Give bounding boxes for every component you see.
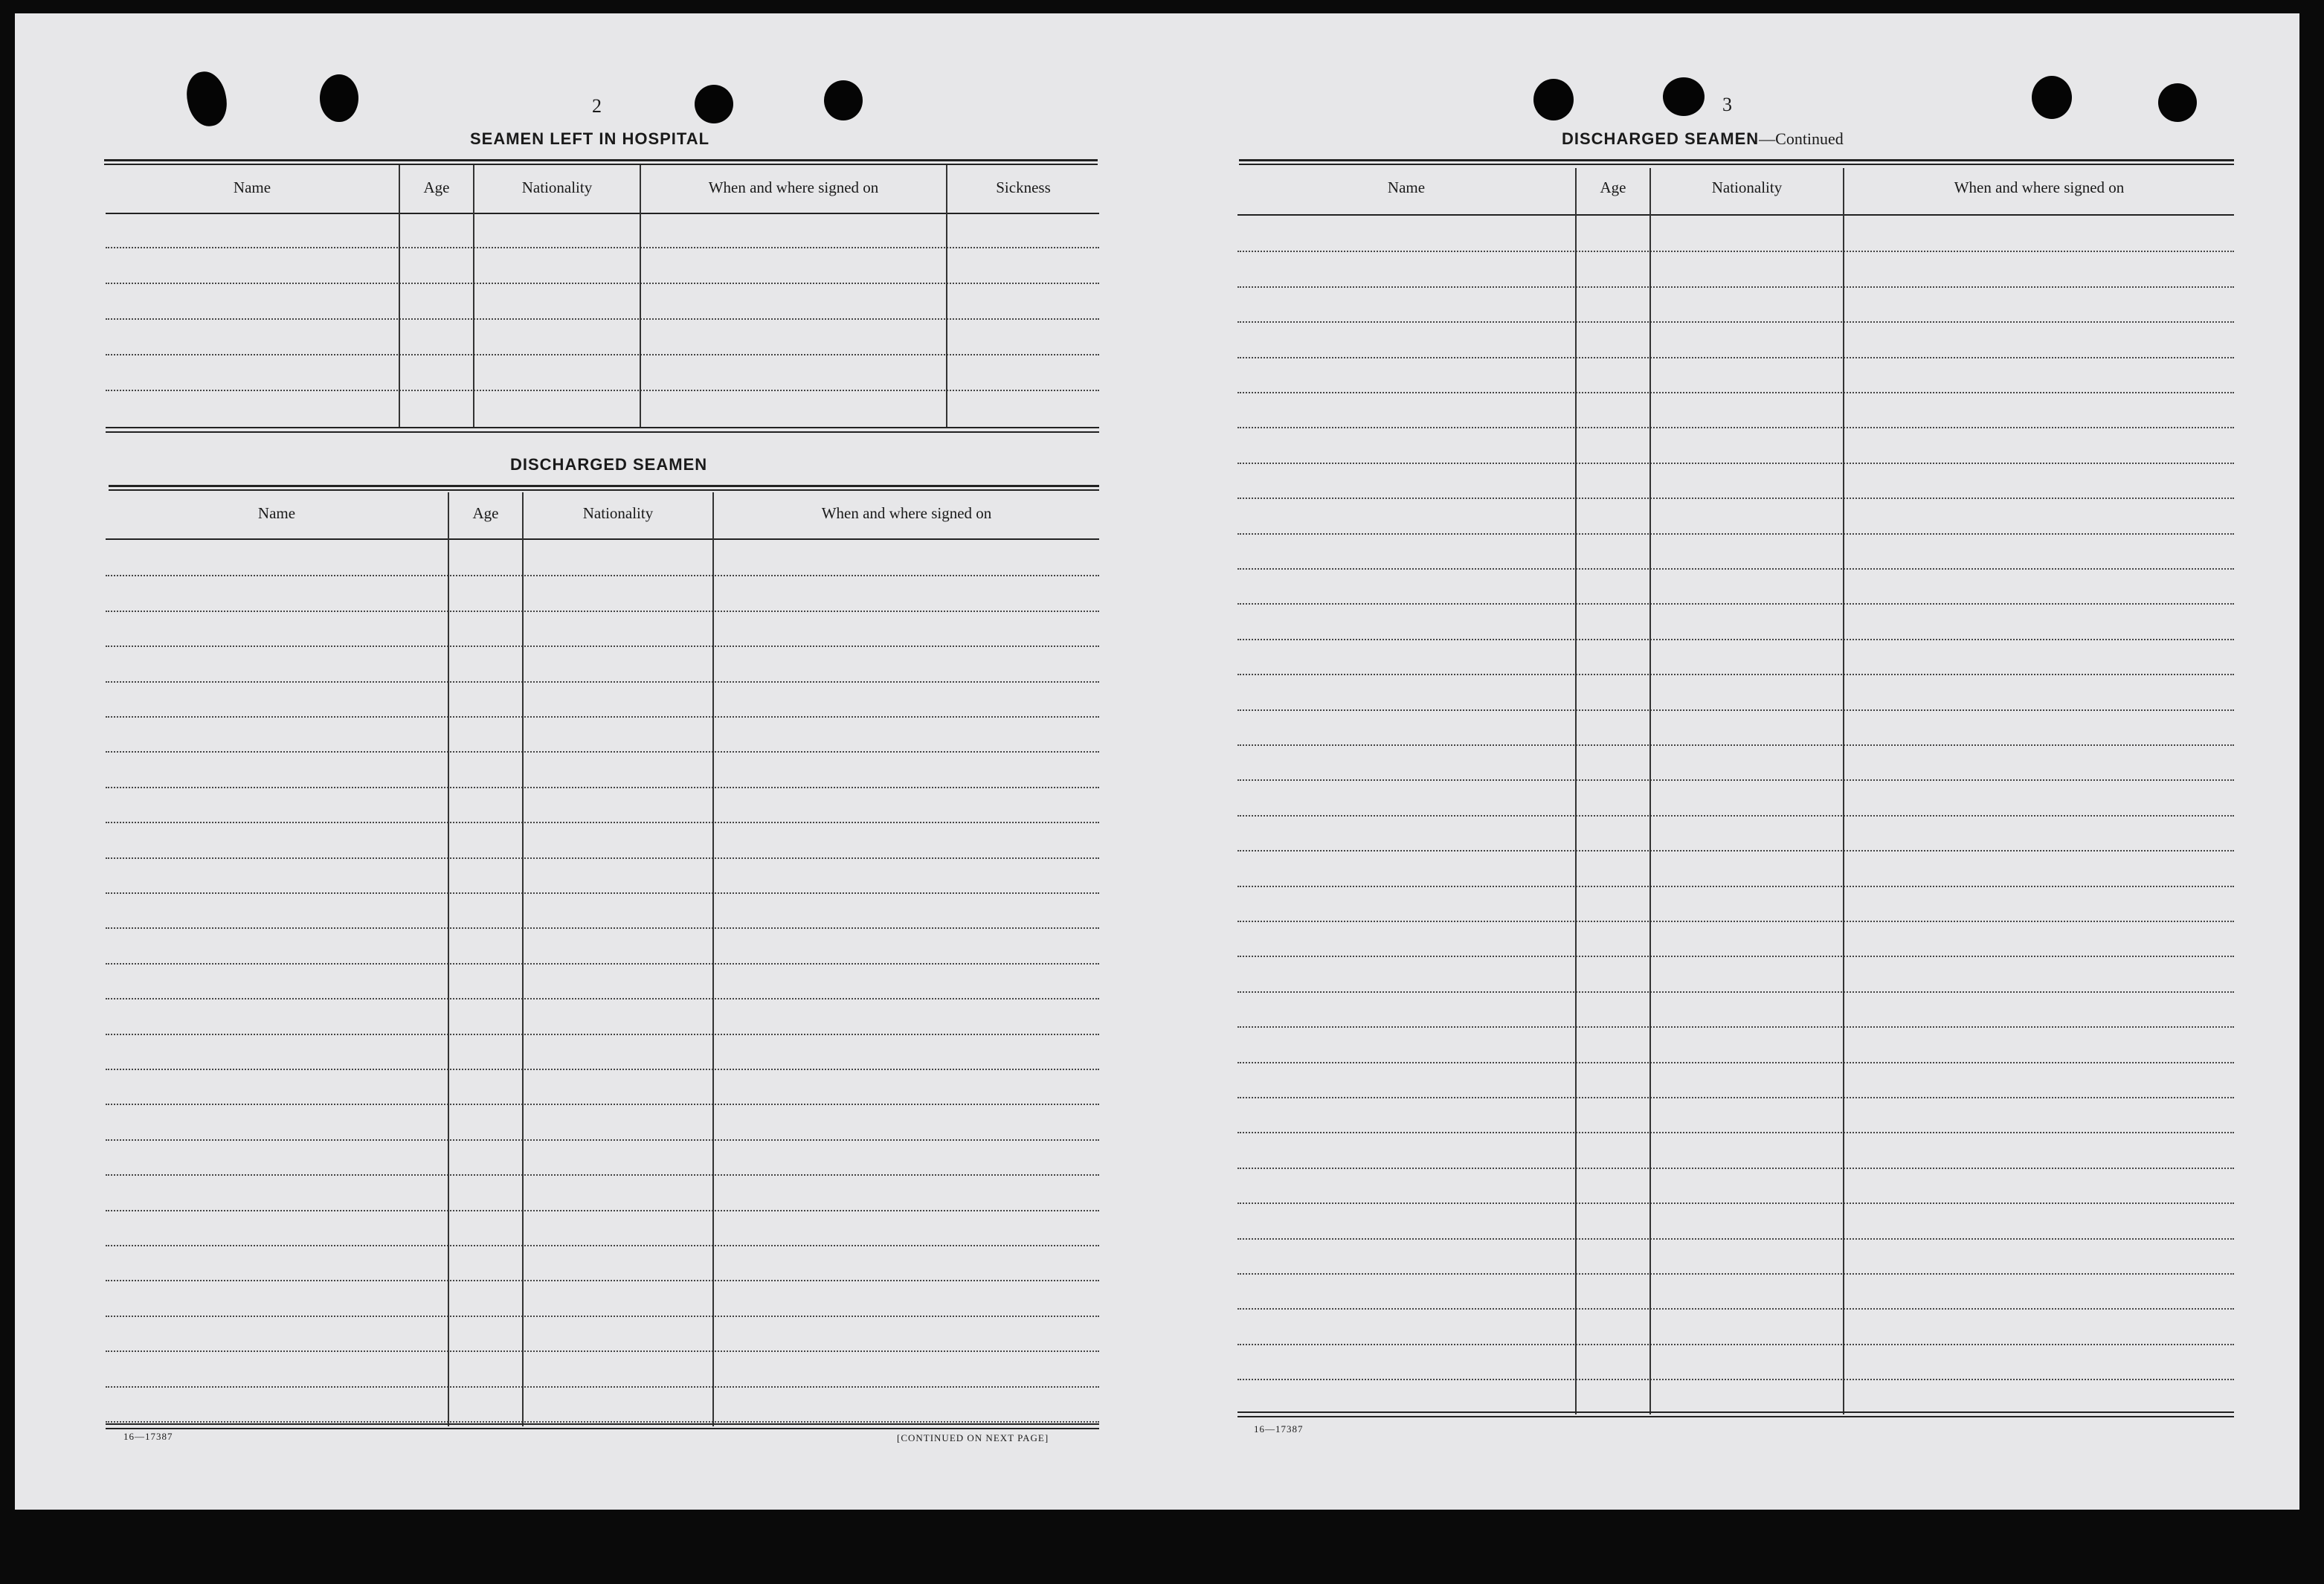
form-number: 16—17387 xyxy=(123,1431,173,1442)
discharged-section-title: DISCHARGED SEAMEN xyxy=(510,455,708,474)
column-header-signed-on: When and where signed on xyxy=(708,178,879,196)
title-suffix: —Continued xyxy=(1759,129,1844,148)
column-header-nationality: Nationality xyxy=(1711,178,1783,196)
blank-entry-line xyxy=(106,611,1099,612)
closing-rule xyxy=(106,1428,1099,1429)
blank-entry-line xyxy=(106,716,1099,718)
column-rule xyxy=(522,492,524,1426)
blank-entry-line xyxy=(1237,1026,2234,1028)
punch-hole xyxy=(824,80,863,120)
blank-entry-line xyxy=(106,787,1099,788)
hospital-section-title: SEAMEN LEFT IN HOSPITAL xyxy=(470,129,710,148)
punch-hole xyxy=(2158,83,2197,122)
blank-entry-line xyxy=(106,998,1099,999)
blank-entry-line xyxy=(106,1034,1099,1035)
blank-entry-line xyxy=(1237,321,2234,323)
blank-entry-line xyxy=(1237,533,2234,535)
blank-entry-line xyxy=(1237,463,2234,464)
blank-entry-line xyxy=(1237,850,2234,851)
blank-entry-line xyxy=(106,681,1099,683)
blank-entry-line xyxy=(1237,498,2234,499)
column-rule xyxy=(1575,168,1577,1414)
blank-entry-line xyxy=(106,1316,1099,1317)
closing-rule xyxy=(1237,1416,2234,1417)
blank-entry-line xyxy=(106,927,1099,929)
blank-entry-line xyxy=(1237,1308,2234,1310)
blank-entry-line xyxy=(106,1104,1099,1105)
column-header-name: Name xyxy=(233,178,271,196)
closing-rule xyxy=(1237,1411,2234,1413)
blank-entry-line xyxy=(106,1350,1099,1352)
column-rule xyxy=(1649,168,1651,1414)
blank-entry-line xyxy=(106,1210,1099,1211)
blank-entry-line xyxy=(1237,603,2234,605)
punch-hole xyxy=(182,68,231,129)
punch-hole xyxy=(320,74,358,122)
blank-entry-line xyxy=(106,1139,1099,1141)
blank-entry-line xyxy=(106,892,1099,894)
blank-entry-line xyxy=(1237,1132,2234,1133)
blank-entry-line xyxy=(1237,1062,2234,1063)
blank-entry-line xyxy=(106,1174,1099,1176)
blank-entry-line xyxy=(1237,357,2234,358)
column-header-age: Age xyxy=(472,504,499,522)
column-rule xyxy=(1843,168,1844,1414)
column-header-age: Age xyxy=(423,178,450,196)
continued-note: [CONTINUED ON NEXT PAGE] xyxy=(897,1432,1049,1443)
blank-entry-line xyxy=(1237,956,2234,957)
blank-entry-line xyxy=(106,751,1099,753)
blank-entry-line xyxy=(1237,1273,2234,1275)
blank-entry-line xyxy=(106,1386,1099,1388)
blank-entry-line xyxy=(1237,744,2234,746)
title-main: DISCHARGED SEAMEN xyxy=(1562,129,1760,148)
blank-entry-line xyxy=(1237,1203,2234,1204)
form-number: 16—17387 xyxy=(1254,1423,1304,1435)
blank-entry-line xyxy=(106,575,1099,576)
closing-rule xyxy=(106,1423,1099,1425)
punch-hole xyxy=(1533,79,1574,120)
blank-entry-line xyxy=(1237,286,2234,288)
column-rule xyxy=(712,492,714,1426)
blank-entry-line xyxy=(1237,1238,2234,1240)
punch-hole xyxy=(1663,77,1705,116)
column-header-nationality: Nationality xyxy=(582,504,654,522)
blank-entry-line xyxy=(1237,921,2234,922)
column-header-nationality: Nationality xyxy=(521,178,593,196)
column-header-sickness: Sickness xyxy=(996,178,1051,196)
blank-entry-line xyxy=(1237,1097,2234,1098)
blank-entry-line xyxy=(106,1245,1099,1246)
blank-entry-line xyxy=(1237,568,2234,570)
blank-entry-line xyxy=(106,645,1099,647)
column-header-signed-on: When and where signed on xyxy=(821,504,992,522)
blank-entry-line xyxy=(1237,392,2234,393)
column-header-signed-on: When and where signed on xyxy=(1954,178,2125,196)
blank-entry-line xyxy=(1237,886,2234,887)
column-header-name: Name xyxy=(1387,178,1426,196)
blank-entry-line xyxy=(1237,709,2234,711)
punch-hole xyxy=(2032,76,2072,119)
column-rule xyxy=(448,492,449,1426)
discharged-continued-title xyxy=(1562,129,1844,149)
blank-entry-line xyxy=(106,963,1099,965)
blank-entry-line xyxy=(1237,991,2234,993)
blank-entry-line xyxy=(106,1280,1099,1281)
register-sheet xyxy=(15,13,2299,1510)
blank-entry-line xyxy=(106,857,1099,859)
blank-entry-line xyxy=(106,1421,1099,1423)
blank-entry-line xyxy=(106,822,1099,823)
blank-entry-line xyxy=(1237,1344,2234,1345)
blank-entry-line xyxy=(1237,1379,2234,1380)
blank-entry-line xyxy=(1237,1168,2234,1169)
blank-entry-line xyxy=(1237,639,2234,640)
punch-hole xyxy=(695,85,733,123)
column-header-age: Age xyxy=(1600,178,1626,196)
blank-entry-line xyxy=(1237,815,2234,817)
blank-entry-line xyxy=(1237,251,2234,252)
page-number: 2 xyxy=(592,95,602,117)
blank-entry-line xyxy=(1237,779,2234,781)
page-number: 3 xyxy=(1722,94,1732,115)
column-header-name: Name xyxy=(257,504,296,522)
blank-entry-line xyxy=(1237,427,2234,428)
blank-entry-line xyxy=(106,1069,1099,1070)
blank-entry-line xyxy=(1237,674,2234,675)
